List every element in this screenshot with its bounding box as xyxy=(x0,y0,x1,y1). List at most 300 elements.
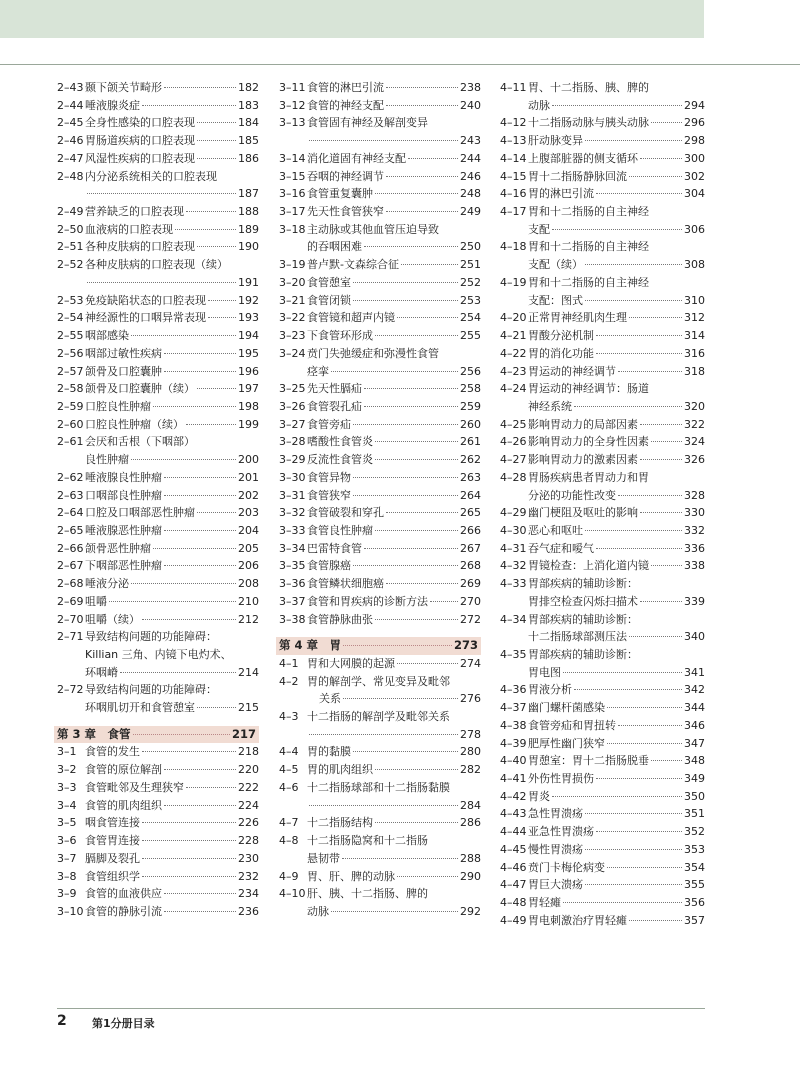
toc-entry[interactable] xyxy=(279,743,481,761)
toc-entry[interactable] xyxy=(57,504,259,522)
dot-leader xyxy=(142,751,236,752)
entry-number: 2–46 xyxy=(57,134,84,148)
toc-entry[interactable] xyxy=(500,522,705,540)
toc-entry[interactable] xyxy=(57,469,259,487)
page-number-ref: 298 xyxy=(684,134,705,148)
toc-entry[interactable] xyxy=(279,292,481,310)
toc-entry[interactable] xyxy=(500,451,705,469)
page-number-ref: 340 xyxy=(684,630,705,644)
page-number-ref: 234 xyxy=(238,887,259,901)
toc-entry[interactable] xyxy=(279,168,481,186)
toc-entry[interactable] xyxy=(279,575,481,593)
entry-title: 各种皮肤病的口腔表现 xyxy=(85,240,195,254)
entry-number: 3–32 xyxy=(279,506,306,520)
toc-entry[interactable] xyxy=(57,761,259,779)
entry-number: 2–49 xyxy=(57,205,84,219)
page-number-ref: 349 xyxy=(684,772,705,786)
entry-number: 3–16 xyxy=(279,187,306,201)
toc-entry[interactable] xyxy=(279,327,481,345)
entry-number: 3–19 xyxy=(279,258,306,272)
entry-number: 4–18 xyxy=(500,240,527,254)
toc-entry[interactable] xyxy=(279,274,481,292)
entry-title: 消化道固有神经支配 xyxy=(307,151,406,165)
entry-title: 外伤性胃损伤 xyxy=(528,772,594,786)
toc-entry[interactable] xyxy=(57,309,259,327)
toc-entry[interactable] xyxy=(500,859,705,877)
book-section-title: 第1分册目录 xyxy=(92,1017,155,1030)
dot-leader xyxy=(651,760,682,761)
entry-title: 胃和大网膜的起源 xyxy=(307,656,395,670)
page-number-ref: 194 xyxy=(238,329,259,343)
toc-entry-continuation[interactable] xyxy=(500,256,705,274)
page-number-ref: 270 xyxy=(460,594,481,608)
dot-leader xyxy=(585,264,682,265)
entry-number: 4–31 xyxy=(500,541,527,555)
entry-number: 3–9 xyxy=(57,887,77,901)
toc-entry[interactable] xyxy=(57,292,259,310)
toc-entry[interactable] xyxy=(279,203,481,221)
dot-leader xyxy=(563,672,682,673)
toc-entry[interactable] xyxy=(57,557,259,575)
toc-entry[interactable] xyxy=(57,168,259,186)
toc-entry-continuation[interactable] xyxy=(57,699,259,717)
page-number-ref: 218 xyxy=(238,745,259,759)
dot-leader xyxy=(607,867,682,868)
toc-entry[interactable] xyxy=(500,735,705,753)
entry-number: 2–54 xyxy=(57,311,84,325)
toc-entry[interactable] xyxy=(500,433,705,451)
entry-title: 吞咽的神经调节 xyxy=(307,169,384,183)
entry-number: 2–69 xyxy=(57,594,84,608)
page-number-ref: 262 xyxy=(460,453,481,467)
dot-leader xyxy=(197,158,236,159)
toc-entry[interactable] xyxy=(279,708,481,726)
entry-number: 4–1 xyxy=(279,656,299,670)
dot-leader xyxy=(629,317,682,318)
toc-entry[interactable] xyxy=(57,575,259,593)
toc-entry[interactable] xyxy=(57,433,259,451)
dot-leader xyxy=(353,495,458,496)
page-number-ref: 304 xyxy=(684,187,705,201)
toc-entry[interactable] xyxy=(500,79,705,97)
toc-entry[interactable] xyxy=(279,416,481,434)
toc-entry[interactable] xyxy=(500,504,705,522)
toc-entry[interactable] xyxy=(500,557,705,575)
toc-entry-continuation[interactable] xyxy=(279,797,481,815)
dot-leader xyxy=(375,193,458,194)
toc-entry[interactable] xyxy=(279,522,481,540)
toc-entry[interactable] xyxy=(57,327,259,345)
toc-entry[interactable] xyxy=(279,256,481,274)
toc-entry[interactable] xyxy=(279,655,481,673)
entry-title: 唾液腺恶性肿瘤 xyxy=(85,523,162,537)
entry-title: 咀嚼（续） xyxy=(85,612,140,626)
toc-entry[interactable] xyxy=(500,805,705,823)
toc-entry[interactable] xyxy=(500,363,705,381)
toc-entry[interactable] xyxy=(57,238,259,256)
entry-title: 胃炎 xyxy=(528,789,550,803)
entry-number: 2–51 xyxy=(57,240,84,254)
toc-entry[interactable] xyxy=(57,487,259,505)
toc-entry[interactable] xyxy=(500,114,705,132)
entry-title: 关系 xyxy=(319,692,341,706)
entry-number: 3–18 xyxy=(279,222,306,236)
toc-entry[interactable] xyxy=(57,398,259,416)
toc-entry[interactable] xyxy=(500,416,705,434)
dot-leader xyxy=(574,689,682,690)
toc-entry[interactable] xyxy=(500,380,705,398)
toc-entry[interactable] xyxy=(57,345,259,363)
toc-entry[interactable] xyxy=(500,309,705,327)
toc-entry[interactable] xyxy=(279,557,481,575)
entry-number: 3–35 xyxy=(279,559,306,573)
toc-entry-continuation[interactable] xyxy=(500,221,705,239)
dot-leader xyxy=(596,548,682,549)
dot-leader xyxy=(142,876,236,877)
toc-entry-continuation[interactable] xyxy=(57,646,259,664)
toc-entry[interactable] xyxy=(500,203,705,221)
entry-title: 影响胃动力的局部因素 xyxy=(528,417,638,431)
entry-title: 胃轻瘫 xyxy=(528,896,561,910)
entry-number: 2–45 xyxy=(57,116,84,130)
entry-title: 食管胃连接 xyxy=(85,834,140,848)
page-number-ref: 246 xyxy=(460,169,481,183)
toc-entry[interactable] xyxy=(279,673,481,691)
dot-leader xyxy=(164,911,236,912)
toc-entry-continuation[interactable] xyxy=(57,664,259,682)
toc-entry[interactable] xyxy=(279,593,481,611)
entry-number: 4–10 xyxy=(279,887,306,901)
toc-entry[interactable] xyxy=(500,841,705,859)
page-number-ref: 264 xyxy=(460,488,481,502)
dot-leader xyxy=(331,371,458,372)
toc-entry[interactable] xyxy=(500,150,705,168)
dot-leader xyxy=(331,911,458,912)
toc-entry[interactable] xyxy=(279,451,481,469)
section-spacer xyxy=(279,628,481,637)
entry-number: 3–23 xyxy=(279,329,306,343)
toc-entry[interactable] xyxy=(279,761,481,779)
entry-number: 4–45 xyxy=(500,842,527,856)
toc-entry-continuation[interactable] xyxy=(500,593,705,611)
toc-entry[interactable] xyxy=(57,97,259,115)
page-number-ref: 203 xyxy=(238,506,259,520)
toc-entry[interactable] xyxy=(500,752,705,770)
toc-entry-continuation[interactable] xyxy=(57,274,259,292)
entry-number: 2–61 xyxy=(57,435,84,449)
toc-entry[interactable] xyxy=(500,717,705,735)
entry-title: 食管腺癌 xyxy=(307,559,351,573)
page-number-ref: 260 xyxy=(460,417,481,431)
toc-entry[interactable] xyxy=(57,681,259,699)
dot-leader xyxy=(607,743,682,744)
toc-entry[interactable] xyxy=(57,743,259,761)
page-number-ref: 265 xyxy=(460,506,481,520)
entry-title: 亚急性胃溃疡 xyxy=(528,825,594,839)
toc-entry[interactable] xyxy=(57,611,259,629)
toc-entry[interactable] xyxy=(279,398,481,416)
entry-title: 食管的血液供应 xyxy=(85,887,162,901)
toc-entry[interactable] xyxy=(57,850,259,868)
toc-entry[interactable] xyxy=(500,345,705,363)
entry-title: 胃憩室：胃十二指肠脱垂 xyxy=(528,754,649,768)
toc-entry[interactable] xyxy=(500,876,705,894)
toc-entry[interactable] xyxy=(57,203,259,221)
entry-number: 2–43 xyxy=(57,81,84,94)
entry-title: 急性胃溃疡 xyxy=(528,807,583,821)
toc-entry-continuation[interactable] xyxy=(279,690,481,708)
toc-entry[interactable] xyxy=(57,797,259,815)
toc-entry-continuation[interactable] xyxy=(279,238,481,256)
toc-entry[interactable] xyxy=(500,274,705,292)
toc-entry-continuation[interactable] xyxy=(500,97,705,115)
dot-leader xyxy=(186,787,236,788)
entry-title: 胃镜检查：上消化道内镜 xyxy=(528,559,649,573)
entry-number: 4–4 xyxy=(279,745,299,759)
entry-number: 3–1 xyxy=(57,745,77,759)
toc-entry[interactable] xyxy=(500,575,705,593)
toc-entry[interactable] xyxy=(57,416,259,434)
toc-entry[interactable] xyxy=(57,522,259,540)
toc-entry[interactable] xyxy=(500,132,705,150)
entry-number: 3–8 xyxy=(57,869,77,883)
entry-title: 胃部疾病的辅助诊断： xyxy=(528,648,638,661)
toc-entry[interactable] xyxy=(279,97,481,115)
page-number-ref: 318 xyxy=(684,364,705,378)
entry-number: 4–42 xyxy=(500,789,527,803)
toc-entry-continuation[interactable] xyxy=(279,850,481,868)
dot-leader xyxy=(596,831,682,832)
page-number-ref: 228 xyxy=(238,834,259,848)
page-number-ref: 258 xyxy=(460,382,481,396)
entry-number: 4–35 xyxy=(500,648,527,661)
entry-number: 2–62 xyxy=(57,470,84,484)
page-number-ref: 244 xyxy=(460,151,481,165)
dot-leader xyxy=(375,769,458,770)
toc-entry[interactable] xyxy=(500,912,705,930)
entry-number: 3–6 xyxy=(57,834,77,848)
entry-title: 胃的解剖学、常见变异及毗邻 xyxy=(307,674,450,688)
dot-leader xyxy=(175,229,236,230)
entry-number: 2–44 xyxy=(57,98,84,112)
toc-entry[interactable] xyxy=(279,540,481,558)
page-number-ref: 200 xyxy=(238,453,259,467)
dot-leader xyxy=(164,769,236,770)
entry-title: 胃电图 xyxy=(528,665,561,679)
dot-leader xyxy=(343,645,452,646)
toc-entry[interactable] xyxy=(279,504,481,522)
toc-entry[interactable] xyxy=(57,540,259,558)
toc-entry[interactable] xyxy=(279,611,481,629)
dot-leader xyxy=(364,388,458,389)
toc-entry[interactable] xyxy=(500,611,705,629)
dot-leader xyxy=(164,353,236,354)
toc-entry[interactable] xyxy=(57,903,259,921)
toc-entry[interactable] xyxy=(57,150,259,168)
chapter-heading[interactable] xyxy=(54,726,259,744)
entry-title: 幽门梗阻及呕吐的影响 xyxy=(528,506,638,520)
toc-entry[interactable] xyxy=(500,699,705,717)
page-number-ref: 302 xyxy=(684,169,705,183)
toc-entry[interactable] xyxy=(500,823,705,841)
toc-entry-continuation[interactable] xyxy=(279,903,481,921)
dot-leader xyxy=(651,565,682,566)
toc-entry-continuation[interactable] xyxy=(279,132,481,150)
entry-title: 颌骨恶性肿瘤 xyxy=(85,541,151,555)
entry-title: 十二指肠的解剖学及毗邻关系 xyxy=(307,710,450,724)
toc-entry[interactable] xyxy=(279,380,481,398)
toc-entry[interactable] xyxy=(500,788,705,806)
toc-entry[interactable] xyxy=(500,770,705,788)
toc-entry[interactable] xyxy=(57,363,259,381)
dot-leader xyxy=(309,734,458,735)
toc-entry[interactable] xyxy=(57,779,259,797)
entry-number: 4–49 xyxy=(500,913,527,927)
page-number-ref: 276 xyxy=(460,692,481,706)
toc-entry-continuation[interactable] xyxy=(279,363,481,381)
entry-number: 4–2 xyxy=(279,674,299,688)
toc-entry[interactable] xyxy=(279,309,481,327)
dot-leader xyxy=(574,406,682,407)
toc-entry[interactable] xyxy=(500,168,705,186)
chapter-heading[interactable] xyxy=(276,637,481,655)
entry-title: Killian 三角、内镜下电灼术、 xyxy=(85,648,232,661)
page-number-ref: 263 xyxy=(460,470,481,484)
toc-entry[interactable] xyxy=(279,779,481,797)
page-number-ref: 346 xyxy=(684,718,705,732)
toc-entry[interactable] xyxy=(57,114,259,132)
page-number-ref: 330 xyxy=(684,506,705,520)
entry-title: 食管的发生 xyxy=(85,745,140,759)
toc-entry[interactable] xyxy=(279,487,481,505)
page-number-ref: 254 xyxy=(460,311,481,325)
toc-entry[interactable] xyxy=(500,894,705,912)
entry-title: 食管和胃疾病的诊断方法 xyxy=(307,594,428,608)
toc-entry[interactable] xyxy=(279,114,481,132)
toc-entry-continuation[interactable] xyxy=(500,487,705,505)
page-number-ref: 183 xyxy=(238,98,259,112)
entry-number: 4–39 xyxy=(500,736,527,750)
entry-title: 胃十二指肠静脉回流 xyxy=(528,169,627,183)
toc-entry[interactable] xyxy=(279,469,481,487)
page-number-ref: 248 xyxy=(460,187,481,201)
toc-entry[interactable] xyxy=(279,885,481,903)
toc-entry[interactable] xyxy=(57,868,259,886)
toc-entry[interactable] xyxy=(57,885,259,903)
entry-number: 2–55 xyxy=(57,329,84,343)
dot-leader xyxy=(164,495,236,496)
entry-number: 4–20 xyxy=(500,311,527,325)
toc-entry[interactable] xyxy=(500,540,705,558)
dot-leader xyxy=(164,893,236,894)
toc-entry[interactable] xyxy=(279,345,481,363)
entry-title: 导致结构问题的功能障碍： xyxy=(85,630,217,644)
toc-entry[interactable] xyxy=(279,433,481,451)
toc-entry-continuation[interactable] xyxy=(500,398,705,416)
page-number-ref: 322 xyxy=(684,417,705,431)
entry-title: 十二指肠隐窝和十二指肠 xyxy=(307,834,428,848)
page-number-ref: 356 xyxy=(684,896,705,910)
toc-entry[interactable] xyxy=(279,79,481,97)
toc-entry-continuation[interactable] xyxy=(500,292,705,310)
page-number-ref: 238 xyxy=(460,81,481,94)
entry-number: 4–23 xyxy=(500,364,527,378)
toc-entry[interactable] xyxy=(279,221,481,239)
entry-title: 胃部疾病的辅助诊断： xyxy=(528,577,638,591)
toc-entry[interactable] xyxy=(279,150,481,168)
toc-entry-continuation[interactable] xyxy=(57,185,259,203)
entry-title: 食管的肌肉组织 xyxy=(85,798,162,812)
entry-number: 3–34 xyxy=(279,541,306,555)
page-number-ref: 294 xyxy=(684,98,705,112)
page-number-ref: 292 xyxy=(460,904,481,918)
dot-leader xyxy=(618,495,682,496)
entry-title: 良性肿瘤 xyxy=(85,453,129,467)
page-number-ref: 195 xyxy=(238,346,259,360)
entry-title: 动脉 xyxy=(307,904,329,918)
page-number-ref: 357 xyxy=(684,913,705,927)
dot-leader xyxy=(342,858,458,859)
page-number-ref: 189 xyxy=(238,222,259,236)
toc-entry-continuation[interactable] xyxy=(500,628,705,646)
toc-entry[interactable] xyxy=(500,185,705,203)
page-number-ref: 355 xyxy=(684,878,705,892)
page-number-ref: 205 xyxy=(238,541,259,555)
toc-entry[interactable] xyxy=(279,185,481,203)
page-number-ref: 256 xyxy=(460,364,481,378)
toc-entry[interactable] xyxy=(57,256,259,274)
toc-entry[interactable] xyxy=(57,832,259,850)
dot-leader xyxy=(397,876,458,877)
toc-entry[interactable] xyxy=(57,380,259,398)
toc-entry[interactable] xyxy=(57,79,259,97)
toc-entry[interactable] xyxy=(500,327,705,345)
page-number-ref: 198 xyxy=(238,399,259,413)
entry-title: 食管异物 xyxy=(307,470,351,484)
toc-entry[interactable] xyxy=(57,628,259,646)
toc-entry-continuation[interactable] xyxy=(500,664,705,682)
toc-entry[interactable] xyxy=(500,238,705,256)
dot-leader xyxy=(640,601,682,602)
toc-entry[interactable] xyxy=(500,469,705,487)
dot-leader xyxy=(375,335,458,336)
toc-entry-continuation[interactable] xyxy=(57,451,259,469)
toc-column-3 xyxy=(500,79,705,930)
toc-entry[interactable] xyxy=(500,646,705,664)
dot-leader xyxy=(208,300,236,301)
entry-number: 2–71 xyxy=(57,630,84,644)
toc-entry[interactable] xyxy=(500,681,705,699)
entry-number: 3–14 xyxy=(279,151,306,165)
dot-leader xyxy=(164,530,236,531)
dot-leader xyxy=(197,388,236,389)
toc-entry[interactable] xyxy=(57,814,259,832)
toc-entry[interactable] xyxy=(57,132,259,150)
entry-title: 正常胃神经肌肉生理 xyxy=(528,311,627,325)
toc-entry[interactable] xyxy=(279,868,481,886)
dot-leader xyxy=(596,353,682,354)
toc-entry[interactable] xyxy=(57,593,259,611)
entry-number: 4–19 xyxy=(500,275,527,289)
dot-leader xyxy=(607,707,682,708)
page-number-ref: 308 xyxy=(684,258,705,272)
toc-entry[interactable] xyxy=(57,221,259,239)
toc-entry[interactable] xyxy=(279,814,481,832)
toc-entry[interactable] xyxy=(279,832,481,850)
toc-entry-continuation[interactable] xyxy=(279,726,481,744)
entry-number: 2–59 xyxy=(57,399,84,413)
page-number-ref: 243 xyxy=(460,134,481,148)
